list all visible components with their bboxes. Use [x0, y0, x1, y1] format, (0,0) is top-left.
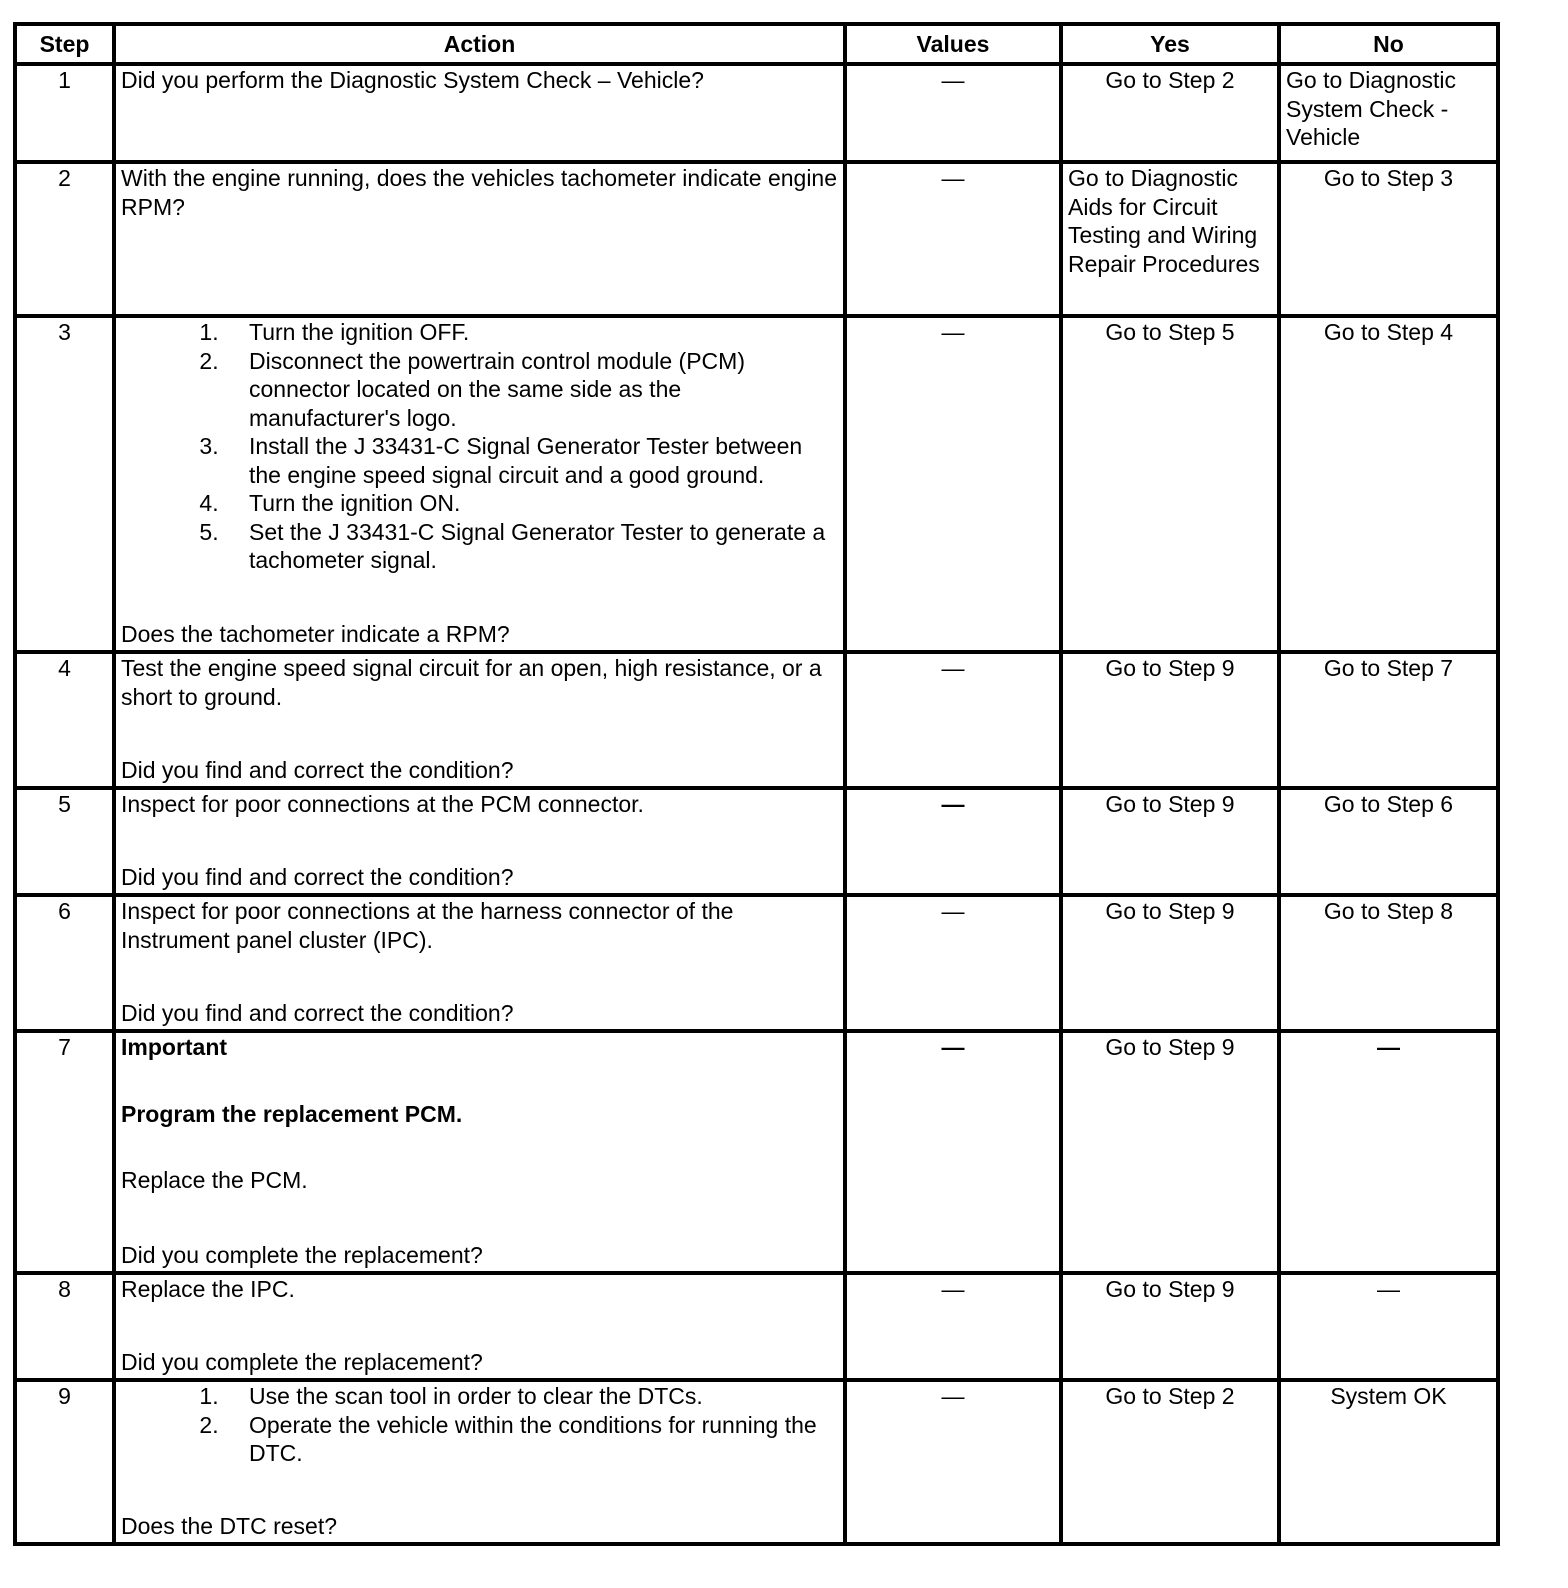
action-text: Replace the IPC. — [121, 1276, 295, 1302]
table-row — [15, 64, 1498, 162]
action-question: Did you find and correct the condition? — [121, 756, 514, 783]
action-cell — [114, 316, 845, 652]
diagnostic-table — [13, 22, 1500, 1546]
list-item: 4. Turn the ignition ON. — [225, 489, 838, 518]
list-item: 2. Operate the vehicle within the conditions for running the DTC. — [225, 1411, 838, 1468]
step-number: 4 — [15, 652, 114, 788]
yes-cell: Go to Step 9 — [1061, 895, 1279, 1031]
list-item: 3. Install the J 33431-C Signal Generator Tester between the engine speed signal circuit and a good ground. — [225, 432, 838, 489]
step-number: 6 — [15, 895, 114, 1031]
action-cell — [114, 788, 845, 895]
list-item: 5. Set the J 33431-C Signal Generator Tester to generate a tachometer signal. — [225, 518, 838, 575]
action-question: Did you complete the replacement? — [121, 1348, 483, 1375]
values-cell: — — [845, 1380, 1061, 1544]
no-cell: Go to Step 7 — [1279, 652, 1498, 788]
step-number: 7 — [15, 1031, 114, 1273]
action-cell — [114, 1380, 845, 1544]
yes-cell: Go to Step 9 — [1061, 652, 1279, 788]
action-list — [121, 318, 838, 575]
table-row — [15, 788, 1498, 895]
action-question: Did you find and correct the condition? — [121, 863, 514, 890]
table-row — [15, 316, 1498, 652]
header-step: Step — [15, 24, 114, 64]
important-label: Important — [121, 1034, 228, 1060]
no-cell: — — [1279, 1031, 1498, 1273]
action-question: Does the DTC reset? — [121, 1512, 338, 1539]
yes-cell: Go to Diagnostic Aids for Circuit Testing and Wiring Repair Procedures — [1061, 162, 1279, 316]
no-cell: System OK — [1279, 1380, 1498, 1544]
table-row — [15, 1380, 1498, 1544]
list-item: 1. Use the scan tool in order to clear the DTCs. — [225, 1382, 838, 1411]
yes-cell: Go to Step 2 — [1061, 64, 1279, 162]
step-number: 3 — [15, 316, 114, 652]
step-number: 8 — [15, 1273, 114, 1380]
action-text: Replace the PCM. — [121, 1167, 308, 1193]
values-cell: — — [845, 316, 1061, 652]
important-note: Program the replacement PCM. — [121, 1100, 463, 1127]
yes-cell: Go to Step 9 — [1061, 788, 1279, 895]
list-item: 1. Turn the ignition OFF. — [225, 318, 838, 347]
values-cell: — — [845, 652, 1061, 788]
header-yes: Yes — [1061, 24, 1279, 64]
action-text: Inspect for poor connections at the harness connector of the Instrument panel cluster (IPC). — [121, 898, 734, 953]
values-cell: — — [845, 1273, 1061, 1380]
action-cell — [114, 1031, 845, 1273]
action-cell — [114, 64, 845, 162]
action-list — [121, 1382, 838, 1468]
action-question: Did you complete the replacement? — [121, 1241, 483, 1268]
yes-cell: Go to Step 9 — [1061, 1031, 1279, 1273]
action-question: Did you find and correct the condition? — [121, 999, 514, 1026]
header-action: Action — [114, 24, 845, 64]
action-text: Test the engine speed signal circuit for an open, high resistance, or a short to ground. — [121, 655, 822, 710]
table-row — [15, 652, 1498, 788]
yes-cell: Go to Step 5 — [1061, 316, 1279, 652]
action-cell — [114, 895, 845, 1031]
no-cell: — — [1279, 1273, 1498, 1380]
values-cell: — — [845, 162, 1061, 316]
table-row — [15, 1031, 1498, 1273]
values-cell: — — [845, 64, 1061, 162]
yes-cell: Go to Step 2 — [1061, 1380, 1279, 1544]
table-row — [15, 162, 1498, 316]
action-text: Inspect for poor connections at the PCM connector. — [121, 791, 644, 817]
action-cell — [114, 652, 845, 788]
no-cell: Go to Step 6 — [1279, 788, 1498, 895]
step-number: 1 — [15, 64, 114, 162]
values-cell: — — [845, 1031, 1061, 1273]
action-text: Did you perform the Diagnostic System Check – Vehicle? — [121, 67, 704, 93]
no-cell: Go to Step 4 — [1279, 316, 1498, 652]
yes-cell: Go to Step 9 — [1061, 1273, 1279, 1380]
list-item: 2. Disconnect the powertrain control module (PCM) connector located on the same side as the manufacturer's logo. — [225, 347, 838, 433]
no-cell: Go to Step 3 — [1279, 162, 1498, 316]
header-row — [15, 24, 1498, 64]
header-no: No — [1279, 24, 1498, 64]
values-cell: — — [845, 788, 1061, 895]
no-cell: Go to Step 8 — [1279, 895, 1498, 1031]
header-values: Values — [845, 24, 1061, 64]
no-cell: Go to Diagnostic System Check - Vehicle — [1279, 64, 1498, 162]
values-cell: — — [845, 895, 1061, 1031]
action-cell — [114, 1273, 845, 1380]
step-number: 5 — [15, 788, 114, 895]
step-number: 9 — [15, 1380, 114, 1544]
action-question: Does the tachometer indicate a RPM? — [121, 620, 510, 647]
action-text: With the engine running, does the vehicles tachometer indicate engine RPM? — [121, 165, 838, 220]
action-cell — [114, 162, 845, 316]
table-row — [15, 895, 1498, 1031]
step-number: 2 — [15, 162, 114, 316]
table-row — [15, 1273, 1498, 1380]
